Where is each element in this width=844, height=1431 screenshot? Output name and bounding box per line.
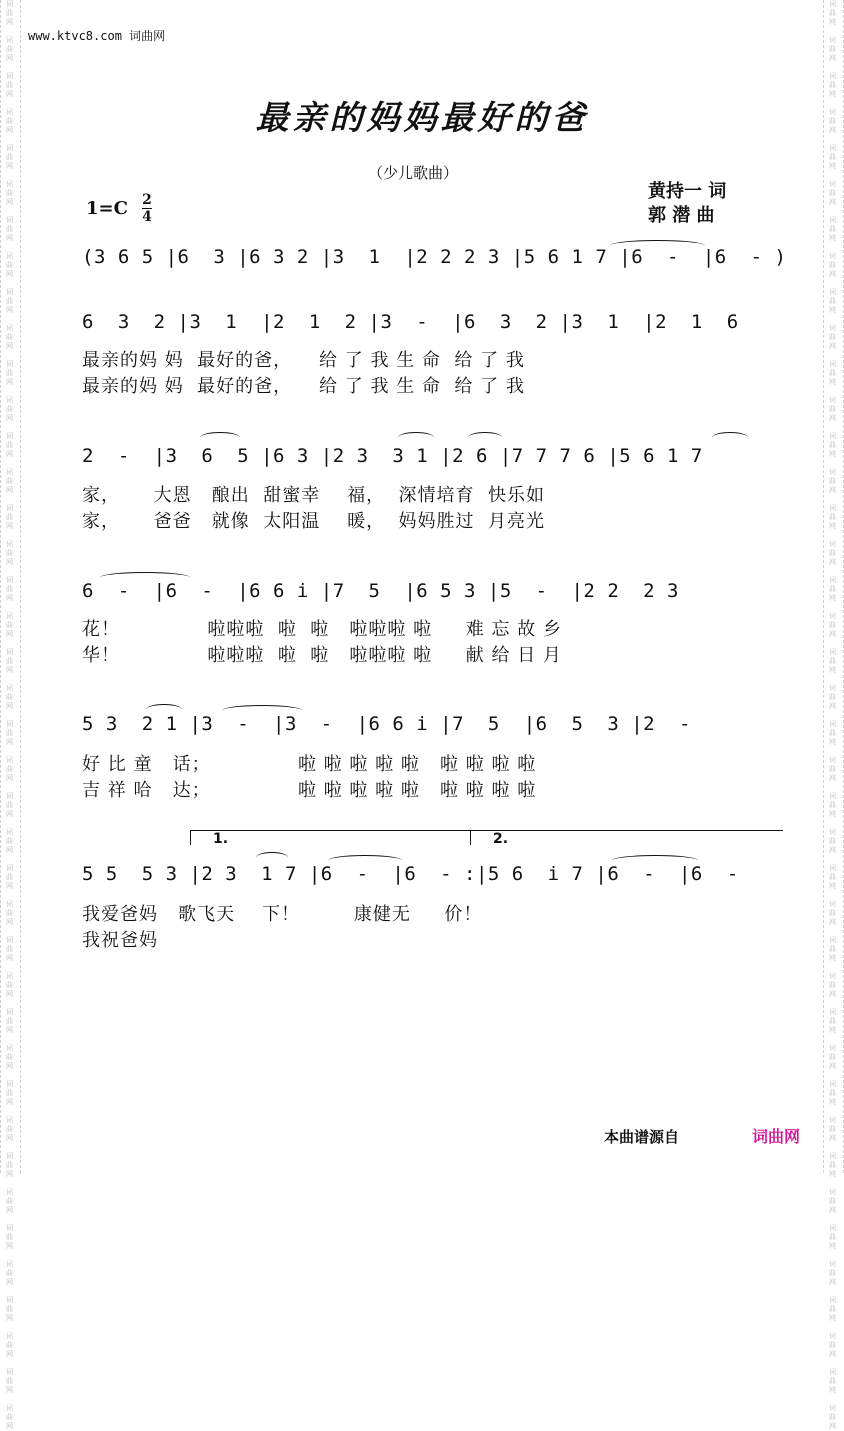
slur-row-3-a: [200, 432, 240, 443]
lyric-row-6-verse-1: 我爱爸妈 歌飞天 下！ 康健无 价！: [82, 904, 483, 925]
credits: [648, 180, 726, 228]
lyric-row-2-verse-2: 最亲的妈 妈 最好的爸， 给 了 我 生 命 给 了 我: [82, 376, 525, 397]
volta-first-ending: 1.: [190, 830, 485, 845]
volta-second-ending: 2.: [470, 830, 783, 845]
slur-row-6-a: [256, 852, 288, 863]
slur-row-3-b: [398, 432, 434, 443]
footer-site-logo[interactable]: 词曲网: [752, 1127, 801, 1146]
time-top: 2: [142, 192, 152, 208]
tie-row-6-a: [328, 855, 402, 866]
lyric-row-5-verse-1: 好 比 童 话； 啦 啦 啦 啦 啦 啦 啦 啦 啦: [82, 754, 537, 775]
song-genre: （少儿歌曲）: [368, 164, 459, 182]
notes-row-2: 6 3 2 |3 1 |2 1 2 |3 - |6 3 2 |3 1 |2 1 6: [82, 311, 739, 333]
slur-row-3-c: [468, 432, 502, 443]
time-signature: [142, 192, 152, 225]
lyricist-credit: 黄持一 词: [648, 181, 727, 202]
footer-source-label: 本曲谱源自: [604, 1128, 680, 1146]
tie-row-1: [610, 240, 705, 251]
lyric-row-3-verse-2: 家， 爸爸 就像 太阳温 暖， 妈妈胜过 月亮光: [82, 511, 545, 532]
notes-row-3: 2 - |3 6 5 |6 3 |2 3 3 1 |2 6 |7 7 7 6 |5 6 1 7: [82, 445, 703, 467]
site-url: www.ktvc8.com 词曲网: [28, 29, 166, 43]
time-bottom: 4: [142, 209, 152, 225]
tie-row-5: [222, 705, 302, 716]
key-signature: 1=C: [86, 198, 128, 219]
right-watermark-column: 词 曲 网 词 曲 网 词 曲 网 词 曲 网 词 曲 网 词 曲 网 词 曲 网 词 曲 网 词 曲 网 词 曲 网 词 曲 网 词 曲 网 词 曲 网 词 曲 网 词 曲 网 词 曲 网 词 曲 网 词 曲 网 词 曲 网 词 曲 网 词 曲 网 词 曲 网 词 曲 网 词 曲 网 词 曲 网 词 曲 网 词 曲 网 词 曲 网 词 曲 网 词 曲 网 词 曲 网 词 曲 网 词 曲 网 词 曲 网 词 曲 网 词 曲 网 词 曲 网 词 曲 网 词 曲 网 词 曲 网: [829, 0, 836, 1430]
notes-row-5: 5 3 2 1 |3 - |3 - |6 6 i |7 5 |6 5 3 |2 -: [82, 713, 691, 735]
lyric-row-4-verse-1: 花！ 啦啦啦 啦 啦 啦啦啦 啦 难 忘 故 乡: [82, 619, 562, 640]
notes-row-6: 5 5 5 3 |2 3 1 7 |6 - |6 - :|5 6 i 7 |6 - |6 -: [82, 863, 739, 885]
slur-row-3-d: [712, 432, 748, 443]
left-watermark-column: 词 曲 网 词 曲 网 词 曲 网 词 曲 网 词 曲 网 词 曲 网 词 曲 网 词 曲 网 词 曲 网 词 曲 网 词 曲 网 词 曲 网 词 曲 网 词 曲 网 词 曲 网 词 曲 网 词 曲 网 词 曲 网 词 曲 网 词 曲 网 词 曲 网 词 曲 网 词 曲 网 词 曲 网 词 曲 网 词 曲 网 词 曲 网 词 曲 网 词 曲 网 词 曲 网 词 曲 网 词 曲 网 词 曲 网 词 曲 网 词 曲 网 词 曲 网 词 曲 网 词 曲 网 词 曲 网 词 曲 网: [6, 0, 13, 1430]
lyric-row-6-verse-2: 我祝爸妈: [82, 930, 158, 951]
lyric-row-2-verse-1: 最亲的妈 妈 最好的爸， 给 了 我 生 命 给 了 我: [82, 350, 525, 371]
notes-row-1: (3 6 5 |6 3 |6 3 2 |3 1 |2 2 2 3 |5 6 1 7 |6 - |6 - ): [82, 246, 787, 268]
notes-row-4: 6 - |6 - |6 6 i |7 5 |6 5 3 |5 - |2 2 2 3: [82, 580, 679, 602]
lyric-row-4-verse-2: 华！ 啦啦啦 啦 啦 啦啦啦 啦 献 给 日 月: [82, 645, 562, 666]
composer-credit: 郭 潜 曲: [648, 205, 715, 226]
lyric-row-3-verse-1: 家， 大恩 酿出 甜蜜幸 福， 深情培育 快乐如: [82, 485, 545, 506]
slur-row-5-a: [146, 704, 182, 715]
song-title: 最亲的妈妈最好的爸: [255, 98, 589, 137]
lyric-row-5-verse-2: 吉 祥 哈 达； 啦 啦 啦 啦 啦 啦 啦 啦 啦: [82, 780, 537, 801]
tie-row-4: [100, 572, 190, 583]
tie-row-6-b: [612, 855, 698, 866]
